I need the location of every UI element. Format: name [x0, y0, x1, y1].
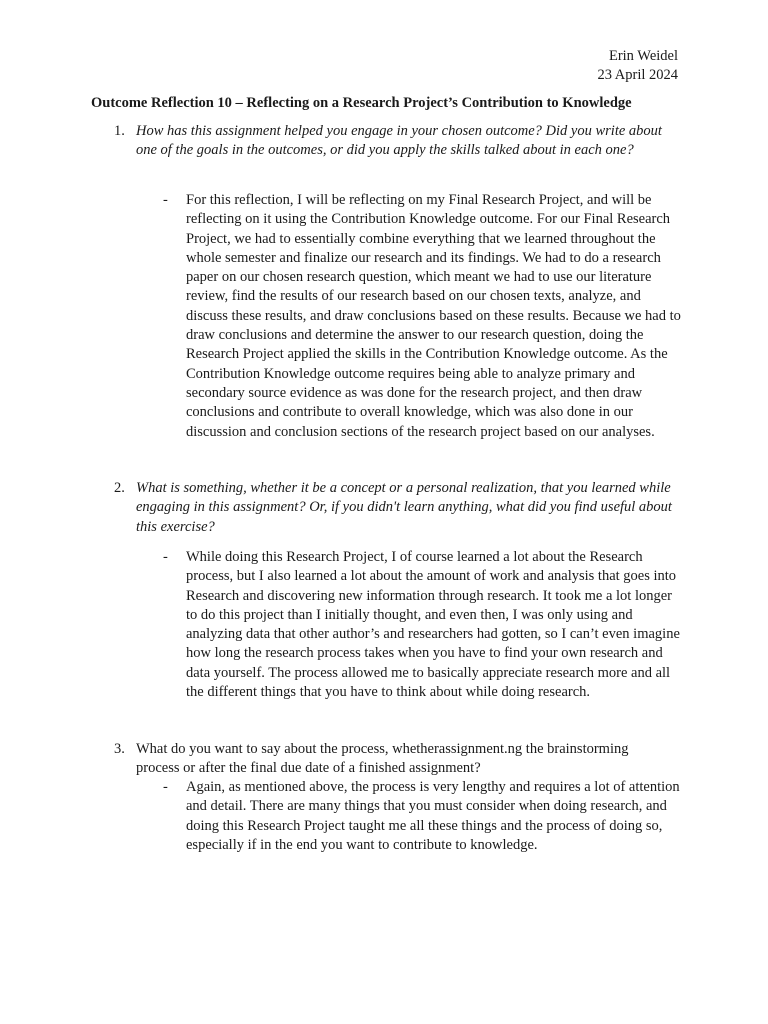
question-number: 1.: [114, 123, 125, 139]
question-number: 2.: [114, 480, 125, 496]
question-3: [114, 740, 674, 779]
answer-text: While doing this Research Project, I of course learned a lot about the Research process, but I also learned a lot about the amount of work and analysis that goes into Research and discovering new information through research. It took me a lot longer to do this project than I initially thought, and even then, I was only using and analyzing data that other author’s and researchers had gotten, so I can’t even imagine how long the research process takes when you have to find your own research and data yourself. The process allowed me to basically appreciate research more and all the different things that you have to think about while doing research.: [186, 549, 680, 701]
answer-text: For this reflection, I will be reflecting on my Final Research Project, and will be reflecting on it using the Contribution Knowledge outcome. For our Final Research Project, we had to essentially combine everything that we learned throughout the whole semester and finalize our research and its findings. We had to do a research paper on our chosen research question, which meant we had to use our literature review, find the results of our research based on our chosen texts, analyze, and discuss these results, and draw conclusions based on these results. Because we had to draw conclusions and determine the answer to our research question, doing the Research Project applied the skills in the Contribution Knowledge outcome. As the Contribution Knowledge outcome requires being able to analyze primary and secondary source evidence as was done for the research project, and then draw conclusions and contribute to overall knowledge, which was also done in our discussion and conclusion sections of the research project based on our analyses.: [186, 192, 681, 440]
question-text: How has this assignment helped you engage in your chosen outcome? Did you write about one of the goals in the outcomes, or did you apply the skills talked about in each one?: [136, 123, 662, 159]
question-text: What do you want to say about the process, whetherassignment.ng the brainstorming process or after the final due date of a finished assignment?: [136, 741, 629, 777]
document-date: 23 April 2024: [597, 67, 678, 83]
author-name: Erin Weidel: [608, 48, 678, 64]
bullet-dash: -: [163, 192, 168, 208]
answer-3: [163, 778, 683, 855]
bullet-dash: -: [163, 549, 168, 565]
question-text: What is something, whether it be a concept or a personal realization, that you learned while engaging in this assignment? Or, if you didn't learn anything, what did you find useful about this exercise?: [136, 480, 672, 535]
bullet-dash: -: [163, 779, 168, 795]
answer-2: [163, 548, 683, 702]
answer-1: [163, 191, 683, 442]
document-header: [597, 47, 678, 85]
question-number: 3.: [114, 741, 125, 757]
question-2: [114, 479, 674, 537]
answer-text: Again, as mentioned above, the process is very lengthy and requires a lot of attention and detail. There are many things that you must consider when doing research, and doing this Research Project taught me all these things and the process of doing so, especially if in the end you want to contribute to knowledge.: [186, 779, 680, 853]
document-title: Outcome Reflection 10 – Reflecting on a Research Project’s Contribution to Knowledge: [91, 95, 632, 111]
question-1: [114, 122, 674, 161]
